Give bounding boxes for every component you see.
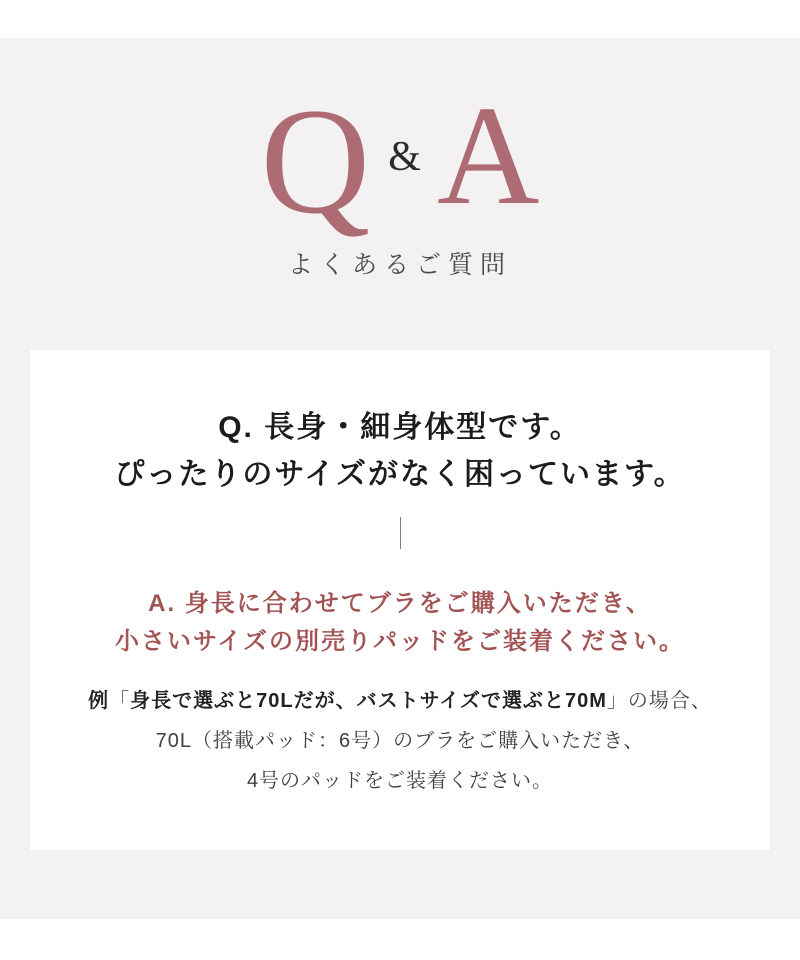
question-line-2: ぴったりのサイズがなく困っています。: [114, 457, 686, 491]
example-line-3: 4号のパッドをご装着ください。: [246, 769, 554, 792]
question-line-1: Q. 長身・細身体型です。: [218, 411, 582, 444]
qa-title-a: A: [436, 76, 540, 234]
example-line-2: 70L（搭載パッド：6号）のブラをご購入いただき、: [155, 729, 645, 752]
example-line-1: [30, 681, 770, 721]
example-text: [30, 681, 770, 801]
question-text: [30, 405, 770, 498]
qa-title-q: Q: [260, 77, 371, 245]
example-open-bracket: 「: [109, 689, 131, 712]
answer-line-1: A. 身長に合わせてブラをご購入いただき、: [148, 590, 652, 617]
example-label: 例: [88, 689, 110, 712]
qa-subtitle: よくあるご質問: [287, 251, 512, 279]
answer-text: [30, 585, 770, 662]
vertical-divider: [400, 517, 401, 549]
example-quoted: 身長で選ぶと70Lだが、バストサイズで選ぶと70M: [130, 689, 607, 712]
example-close-suffix: 」の場合、: [606, 689, 712, 712]
top-white-band: [0, 0, 800, 38]
qa-title-ampersand: &: [388, 134, 421, 180]
answer-line-2: 小さいサイズの別売りパッドをご装着ください。: [114, 628, 686, 656]
qa-card: [30, 350, 770, 850]
qa-section: [0, 38, 800, 919]
bottom-white-band: [0, 919, 800, 960]
qa-title: [0, 76, 800, 245]
